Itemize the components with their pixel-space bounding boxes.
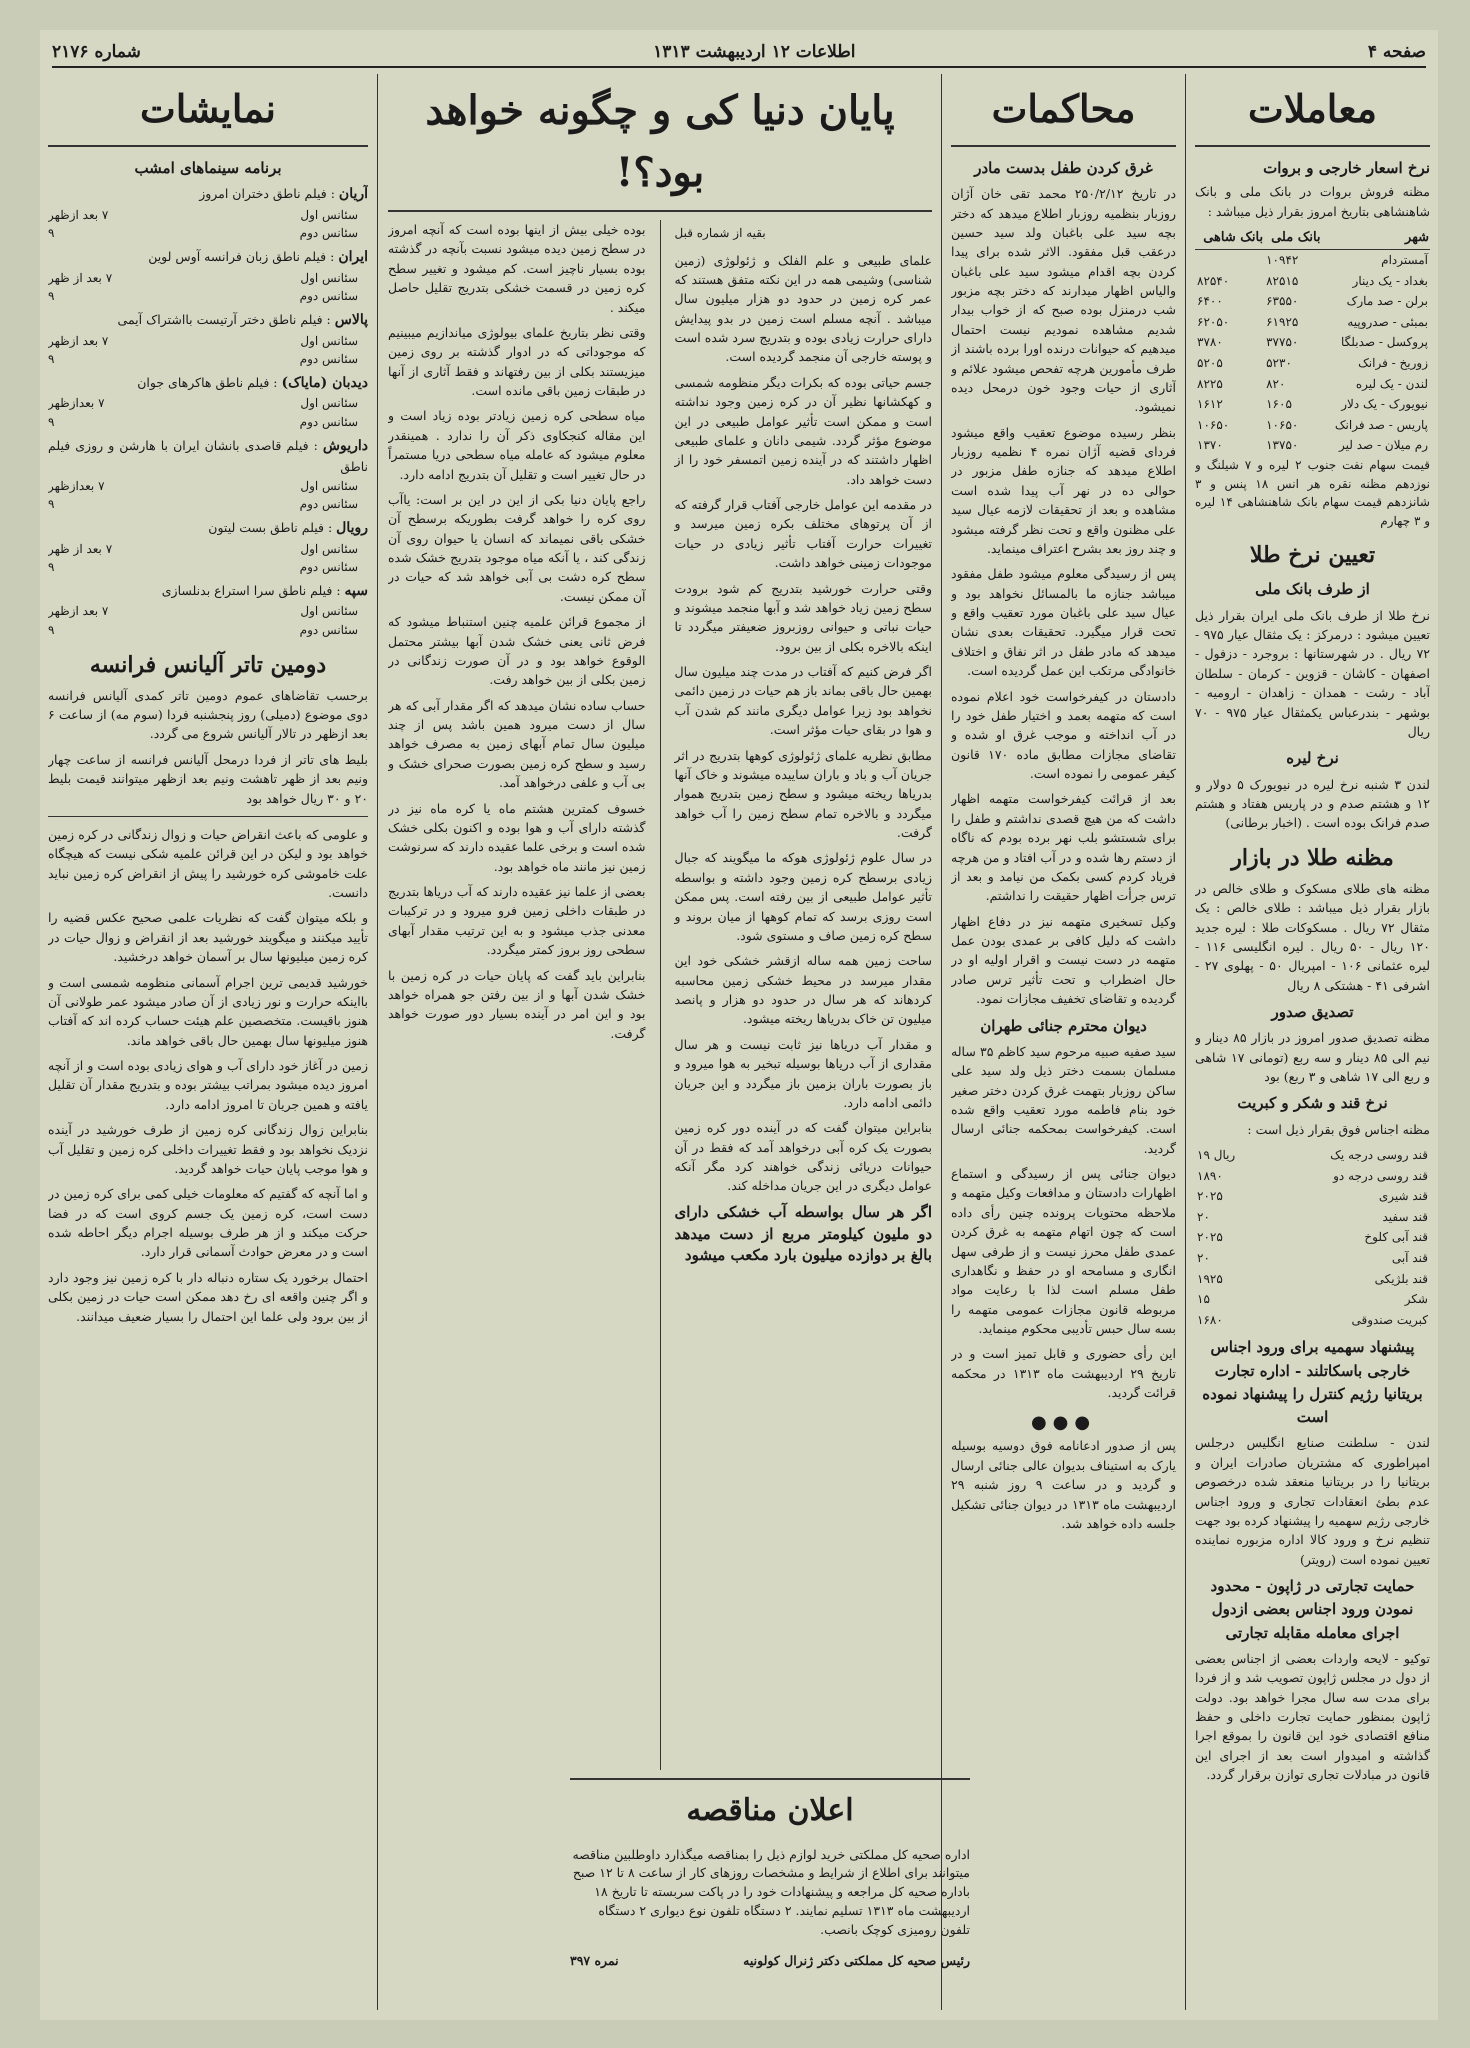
court-heading: دیوان محترم جنائی طهران — [980, 1016, 1147, 1035]
court-paragraph: این رأی حضوری و قابل تمیز است و در تاریخ ۲۹ اردیبهشت ماه ۱۳۱۳ در محکمه قرائت گردید. — [951, 1346, 1176, 1401]
end-world-paragraph: بنابراین میتوان گفت که در آینده دور کره زمین بصورت یک کره آبی درخواهد آمد که فقط در آن حیوانات دریائی زندگی خواهند کرد مگر آنکه عوامل دیگری در این جریان مداخله کند. — [674, 1120, 932, 1194]
cinema-line — [48, 581, 368, 603]
show-time: ۹ — [48, 352, 55, 367]
court-paragraph: سید صفیه صبیه مرحوم سید کاظم ۳۵ ساله مسلمان بسمت دختر ذیل ولد سید علی ساکن روزبار بتهمت غرق کردن دختر صغیر خود بنام فاطمه مورد تعقیب واقع شده است. کیفرخواست بمحکمه جنائی ارسال گردید. — [951, 1043, 1176, 1156]
auction-ref: نمره ۳۹۷ — [570, 1952, 619, 1968]
rates-header-cell: بانک شاهی — [1195, 227, 1264, 250]
end-world-paragraph: مطابق نظریه علمای ژئولوژی کوهها بتدریج در اثر جریان آب و باد و باران ساییده میشوند و خاک آنها بدریاها ریخته میشود و سطح زمین بتدریج هموار میگردد و بالاخره تمام سطح زمین را آب خواهد گرفت. — [674, 747, 932, 841]
rate-city: نیویورک - یک دلار — [1341, 397, 1428, 412]
transactions-title: معاملات — [1195, 80, 1430, 147]
trials-paragraph: در تاریخ ۲۵۰/۲/۱۲ محمد تقی خان آژان روزبار بنظمیه روزبار اطلاع میدهد که دختر بچه سید علی باغبان ولد سید حسین درعقب قبل مفقود. الاثر شده برای پیدا کردن بچه اقدام میشود سید علی باغبان والیاس اظهار میدارند که دختر بچه مزبور شب درمنزل بوده صبح که از خواب بیدار شدیم مشاهده نمودیم نیست احتمال میدهیم که حیوانات درنده اورا برده باشند از طرف مأمورین هرچه تفحص میشود علائم و آثاری از حیات وجود خون درمحل دیده نمیشود. — [951, 186, 1176, 415]
end-world-paragraph: راجع پایان دنیا بکی از این در این بر است: یاآب روی کره را خواهد گرفت بطوریکه برسطح آن خشکی باقی نمیماند که انسان یا حیوان روی آن زندگی کند ، یا آنکه میاه موجود بتدریج خشک شده سطح کره دشت بی آبی خواهد شد که حیات در آن ممکن نیست. — [388, 491, 646, 604]
rate-shahi: ۱۰۶۵۰ — [1197, 417, 1230, 432]
show-label: سئانس اول — [300, 478, 358, 493]
page-label: صفحه ۴ — [1367, 42, 1426, 62]
rate-shahi: ۸۲۲۵ — [1197, 376, 1223, 391]
show-label: سئانس اول — [300, 541, 358, 556]
end-world-article — [388, 74, 932, 1770]
cinema-film: فیلم ناطق دختران امروز — [199, 186, 327, 202]
rate-melli: ۸۲۵۱۵ — [1266, 273, 1299, 288]
trials-body — [951, 184, 1176, 1008]
show-row — [48, 602, 368, 621]
sugar-price: ۱۶۸۰ — [1197, 1312, 1223, 1327]
rates-row — [1195, 312, 1430, 333]
sugar-row — [1195, 1289, 1430, 1310]
show-time: ۹ — [48, 226, 55, 241]
rate-shahi — [1195, 250, 1264, 271]
proposal-heading: پیشنهاد سهمیه برای ورود اجناس خارجی باسکاتلند - اداره تجارت بریتانیا رژیم کنترل را پیشنهاد نموده است — [1202, 1338, 1423, 1427]
market-heading: مظنه طلا در بازار — [1231, 844, 1394, 871]
rates-header-cell: بانک ملی — [1264, 227, 1321, 250]
sugar-item: قند آبی — [1391, 1251, 1428, 1265]
rate-melli: ۱۰۹۴۲ — [1266, 253, 1299, 268]
cinema-line — [48, 247, 368, 269]
cinema-entry — [48, 184, 368, 243]
trials-paragraph: وکیل تسخیری متهمه نیز در دفاع اظهار داشت که دلیل کافی بر عمدی بودن عمل متهمه در دست نیست و اقرار اولیه او در حال اضطراب و تحت تأثیر ترس صادر گردیده و تقاضای تخفیف مجازات نمود. — [951, 913, 1176, 1007]
rate-shahi: ۸۲۵۴۰ — [1197, 273, 1230, 288]
rates-header-cell: شهر — [1322, 227, 1430, 250]
cinema-entry — [48, 247, 368, 306]
rates-row — [1195, 332, 1430, 353]
sugar-row — [1195, 1145, 1430, 1166]
cinema-film: فیلم ناطق بست لیتون — [208, 519, 324, 535]
auction-text: اداره صحیه کل مملکتی خرید لوازم ذیل را بمناقصه میگذارد داوطلبین مناقصه میتوانند برای اطلاع از شرایط و مشخصات روزهای کار از ساعت ۸ تا ۱۲ صبح باداره صحیه کل مراجعه و پیشنهادات خود را در پاکت سربسته تا تاریخ ۱۸ اردیبهشت ماه ۱۳۱۳ تسلیم نمایند. ۲ دستگاه تلفون نوع دیواری ۲ دستگاه تلفون رومیزی کوچک بانصب. — [572, 1846, 970, 1937]
show-time: ۷ بعد ازظهر — [48, 333, 109, 348]
rate-shahi: ۶۴۰۰ — [1197, 294, 1223, 309]
end-world-paragraph: علمای طبیعی و علم الفلک و ژئولوژی (زمین شناسی) وشیمی همه در این نکته متفق هستند که عمر کره زمین در حدود دو هزار میلیون سال میباشد . آنچه مسلم است زمین در بدو پیدایش دارای حرارت زیادی بوده و بتدریج سرد شده است و پوسته خارجی آن منجمد گردیده است. — [674, 252, 932, 365]
show-time: ۷ بعدازظهر — [48, 396, 105, 411]
section-rule — [48, 816, 368, 817]
newspaper-page — [40, 30, 1438, 2020]
end-world-right-body — [675, 251, 933, 1196]
end-world-paragraph: اگر فرض کنیم که آفتاب در مدت چند میلیون سال بهمین حال باقی بماند باز هم حیات در زمین دائمی نخواهد بود زیرا عوامل دیگری مانند کم شدن آب و هوا در بقای حیات مؤثر است. — [674, 664, 932, 738]
rate-city: رم میلان - صد لیر — [1339, 438, 1428, 453]
rate-shahi: ۶۲۰۵۰ — [1197, 314, 1230, 329]
trials-paragraph: بنظر رسیده موضوع تعقیب واقع میشود فردای قضیه آژان نمره ۴ نظمیه روزبار اطلاع میدهد که جنازه طفل مزبور در حوالی ده در نهر آب پیدا شده است مشاهده و بعد از تحقیقات لازمه عیال سید علی مظنون واقع و تحت نظر گرفته میشود و چند روز بعد بشرح اعتراف مینماید. — [951, 424, 1176, 556]
show-time: ۹ — [48, 415, 55, 430]
cinema-film: فیلم ناطق زبان فرانسه آوس لوین — [148, 249, 327, 265]
column-divider — [941, 74, 942, 2010]
rate-city: برلن - صد مارک — [1346, 294, 1428, 309]
sugar-price: ۲۰۲۵ — [1197, 1230, 1223, 1245]
show-row — [48, 413, 368, 432]
show-time: ۹ — [48, 497, 55, 512]
continuation-paragraph: احتمال برخورد یک ستاره دنباله دار با کره زمین نیز وجود دارد و اگر چنین واقعه ای رخ دهد ممکن است حیات در زمین بکلی از بین برود ولی علما این احتمال را بسیار ضعیف میدانند. — [48, 1269, 368, 1324]
sugar-row — [1195, 1269, 1430, 1290]
end-world-paragraph: بنابراین باید گفت که پایان حیات در کره زمین با خشک شدن آبها و از بین رفتن جو همراه خواهد بود و این امر در آینده بسیار دور صورت خواهد گرفت. — [388, 967, 646, 1041]
show-label: سئانس دوم — [299, 289, 358, 304]
rates-heading: نرخ اسعار خارجی و بروات — [1263, 158, 1430, 177]
cinema-separator: : — [332, 582, 345, 598]
sugar-price: ۱۹۲۵ — [1197, 1271, 1223, 1286]
show-time: ۹ — [48, 560, 55, 575]
sugar-table — [1195, 1145, 1430, 1330]
market-text: مظنه های طلای مسکوک و طلای خالص در بازار بقرار ذیل میباشد : طلای خالص : یک مثقال ۷۲ ریال . مسکوکات طلا : لیره جدید ۱۲۰ ریال - ۵۰ ریال . لیره انگلیسی ۱۱۶ - لیره عثمانی ۱۰۶ - امپریال ۵۰ - پهلوی ۲۷ - اشرفی ۴۱ - هشتکی ۸ ریال — [1195, 880, 1430, 993]
cinema-film: فیلم ناطق هاکرهای جوان — [137, 374, 270, 390]
end-world-paragraph: و مقدار آب دریاها نیز ثابت نیست و هر سال مقداری از آب دریاها بوسیله تبخیر به هوا میرود و باز بصورت باران بزمین باز میگردد و این جریان دائمی ادامه دارد. — [674, 1036, 932, 1110]
sugar-row — [1195, 1166, 1430, 1187]
end-world-left-body — [388, 220, 646, 1043]
end-world-paragraph: از مجموع قرائن علمیه چنین استنباط میشود که فرض ثانی یعنی خشک شدن آبها بیشتر محتمل الوقوع خواهد بود و در آن صورت زندگانی در زمین بکلی از بین خواهد رفت. — [388, 614, 646, 688]
rate-city: پروکسل - صدبلگا — [1340, 335, 1428, 350]
sugar-item: قند روسی درجه یک — [1330, 1148, 1428, 1163]
end-world-left-col — [388, 220, 646, 1770]
show-label: سئانس دوم — [299, 497, 358, 512]
rates-intro: مظنه فروش بروات در بانک ملی و بانک شاهنشاهی بتاریخ امروز بقرار ذیل میباشد : — [1195, 184, 1430, 219]
trials-subtitle: غرق کردن طفل بدست مادر — [974, 158, 1153, 177]
trials-paragraph: بعد از قرائت کیفرخواست متهمه اظهار داشت که من هیچ قصدی نداشتم و طفل را برای شستشو بلب نهر برده بودم که ناگاه از دستم رها شده و در آب افتاد و من هرچه فریاد کردم کسی بکمک من نیامد و بعد از ترس جرأت اظهار حقیقت را نداشتم. — [951, 791, 1176, 904]
cinema-name: رویال — [336, 519, 368, 536]
cinema-name: داریوش — [322, 437, 368, 454]
continuation-paragraph: و علومی که باعث انقراض حیات و زوال زندگانی در کره زمین خواهد بود و لیکن در این قرائن علمیه شکی نیست که هیچگاه علت خاموشی کره خورشید را پیش از انقراض کره زمین نباید دانست. — [48, 826, 368, 901]
cinema-separator: : — [322, 311, 335, 327]
court-paragraph: دیوان جنائی پس از رسیدگی و استماع اظهارات دادستان و مدافعات وکیل متهمه و ملاحظه محتویات پرونده چنین رأی داده است که چون اتهام متهمه به غرق کردن عمدی طفل محرز نیست و از طرفی سهل انگاری و مسامحه او در حفظ و نگاهداری طفل مسلم است لذا با رعایت مواد مربوطه قانون مجازات عمومی متهمه را بسه سال حبس تأدیبی محکوم مینماید. — [951, 1166, 1176, 1337]
show-time: ۹ — [48, 623, 55, 638]
sugar-row — [1195, 1207, 1430, 1228]
theatre-text: برحسب تقاضاهای عموم دومین تاتر کمدی آلیانس فرانسه دوی موضوع (دمیلی) روز پنجشنبه فردا (سوم مه) از ساعت ۶ بعد ازظهر در تالار آلیانس شروع می گردد. — [48, 687, 368, 742]
sugar-row — [1195, 1310, 1430, 1331]
proposal-text: لندن - سلطنت صنایع انگلیس درجلس امپراطوری که مشتریان صادرات ایران و بریتانیا را در بریتانیا منعقد شده درخصوص عدم بطئ انعقادات تجاری و ورود اجناس خارجی رژیم سهمیه را پیشنهاد کرده بود جهت تنظیم نرخ و ورود کالا اداره مزبوره نماینده تعیین نموده است (رویتر) — [1195, 1435, 1430, 1567]
show-row — [48, 621, 368, 640]
sugar-price: ۲۰ — [1197, 1251, 1210, 1265]
show-label: سئانس دوم — [299, 226, 358, 241]
show-row — [48, 477, 368, 496]
show-label: سئانس دوم — [299, 352, 358, 367]
cinema-film: فیلم ناطق دختر آرتیست بااشتراک آیمی — [117, 311, 323, 327]
show-row — [48, 206, 368, 225]
show-label: سئانس اول — [300, 604, 358, 619]
show-row — [48, 350, 368, 369]
show-row — [48, 224, 368, 243]
shows-title: نمایشات — [48, 80, 368, 147]
end-world-right-col — [675, 220, 933, 1770]
cinema-entry — [48, 518, 368, 577]
inner-divider — [660, 220, 661, 1770]
sugar-item: قند روسی درجه دو — [1333, 1168, 1428, 1183]
show-time: ۷ بعدازظهر — [48, 478, 105, 493]
rate-melli: ۱۳۷۵۰ — [1266, 438, 1299, 453]
end-world-highlight: اگر هر سال بواسطه آب خشکی دارای دو ملیون کیلومتر مربع از دست میدهد بالغ بر دوازده میلیون بارد مکعب میشود — [674, 1202, 932, 1265]
end-world-paragraph: ساحت زمین همه ساله ازقشر خشکی خود این مقدار میرسد در محیط خشکی زمین محاسبه کردهاند که هر سال در حدود دو هزار و پانصد میلیون تن خاک بدریاها ریخته میشود. — [674, 953, 932, 1027]
rate-city: زوریخ - فرانک — [1358, 356, 1428, 370]
page-header — [52, 38, 1426, 68]
cinema-entry — [48, 581, 368, 640]
sugar-row — [1195, 1248, 1430, 1269]
cinema-line — [48, 310, 368, 332]
auction-title: اعلان مناقصه — [686, 1793, 854, 1828]
rates-row — [1195, 291, 1430, 312]
program-heading: برنامه سینماهای امشب — [134, 158, 282, 177]
show-label: سئانس اول — [300, 333, 358, 348]
end-world-paragraph: حساب ساده نشان میدهد که اگر مقدار آبی که هر سال از دست میرود همین باشد پس از چند میلیون سال تمام آبهای زمین به مصرف خواهد رسید و سطح کره زمین بصورت صحرای خشک و بی آب و علفی درخواهد آمد. — [388, 697, 646, 791]
cinema-film: فیلم قاصدی بانشان ایران با هارشن و روزی فیلم ناطق — [48, 437, 368, 475]
end-world-paragraph: وقتی نظر بتاریخ علمای بیولوژی میاندازیم میبینیم که موجوداتی که در ادوار گذشته بر روی زمین میزیستند بکلی از بین رفتهاند و فقط آثاری از آنها در طبقات زمین باقی مانده است. — [388, 324, 646, 398]
rate-city: پاریس - صد فرانک — [1334, 417, 1428, 432]
sugar-item: قند بلژیکی — [1374, 1271, 1428, 1286]
rate-melli: ۳۷۷۵۰ — [1266, 335, 1299, 350]
end-world-paragraph: بعضی از علما نیز عقیده دارند که آب دریاها بتدریج در طبقات داخلی زمین فرو میرود و در ترکیبات معدنی جذب میشود و به این ترتیب مقدار آبهای سطحی روز بروز کمتر میگردد. — [388, 884, 646, 958]
continuation-paragraph: زمین در آغاز خود دارای آب و هوای زیادی بوده است و از آنچه امروز دیده میشود بمراتب بیشتر بوده و بتدریج مقدار آن تقلیل یافته و همین جریان تا امروز ادامه دارد. — [48, 1058, 368, 1112]
rates-row — [1195, 435, 1430, 456]
pound-text: لندن ۳ شنبه نرخ لیره در نیویورک ۵ دولار و ۱۲ و هشتم صدم و در پاریس هفتاد و هشتم صدم فرانک بوده است . (اخبار برطانی) — [1195, 776, 1430, 831]
cinema-separator: : — [323, 519, 337, 535]
continuation-paragraph: و اما آنچه که گفتیم که معلومات خیلی کمی برای کره زمین در دست است، کره زمین یک جسم کروی است که در فضا حرکت میکند و از هر طرف بوسیله اجرام دیگر احاطه شده است و در معرض حوادث آسمانی قرار دارد. — [48, 1186, 368, 1260]
rates-row — [1195, 250, 1430, 271]
protect-heading: حمایت تجارتی در ژاپون - محدود نمودن ورود اجناس بعضی ازدول اجرای معامله مقابله تجارتی — [1210, 1577, 1415, 1642]
show-label: سئانس دوم — [299, 560, 358, 575]
end-world-paragraph: میاه سطحی کره زمین زیادتر بوده زیاد است و این مقاله کنجکاوی ذکر آن را ندارد . همینقدر معلوم میشود که عامله میاه سطحی دریا مستمراً در حال تغییر است و تقلیل آن بتدریج ادامه دارد. — [388, 408, 646, 482]
trials-paragraph: دادستان در کیفرخواست خود اعلام نموده است که متهمه بعمد و اختیار طفل خود را در آب انداخته و موجب غرق او شده و تقاضای مجازات مطابق ماده ۱۷۰ قانون کیفر عمومی را نموده است. — [951, 688, 1176, 782]
theatre-heading: دومین تاتر آلیانس فرانسه — [89, 651, 327, 678]
rate-shahi: ۱۳۷۰ — [1197, 438, 1223, 453]
rates-row — [1195, 271, 1430, 292]
continuation-paragraph: خورشید قدیمی ترین اجرام آسمانی منظومه شمسی است و بااینکه حرارت و نور زیادی از آن صادر میشود عمر طولانی آن هنوز باقیست. متخصصین علم هیئت حساب کرده اند که آفتاب هنوز میلیونها سال بهمین حال باقی خواهد ماند. — [48, 974, 368, 1048]
cert-text: مظنه تصدیق صدور امروز در بازار ۸۵ دینار و نیم الی ۸۵ دینار و سه ربع (تومانی ۱۷ شاهی و ربع الی ۱۷ شاهی و ۳ ربع) بود — [1195, 1030, 1430, 1085]
show-time: ۷ بعد از ظهر — [48, 270, 113, 285]
protect-text: توکیو - لایحه واردات بعضی از اجناس بعضی از دول در مجلس ژاپون تصویب شد و از فردا برای مدت سه سال مجرا خواهد بود. دولت ژاپون بمنظور حمایت تجارت داخلی و حفظ منافع اقتصادی خود این قانون را بموقع اجرا گذاشته و امیدوار است بعد از اجرای این قانون در مبادلات تجاری توازن برقرار گردد. — [1195, 1650, 1430, 1782]
cinema-entry — [48, 310, 368, 369]
cinema-separator: : — [326, 186, 339, 202]
sugar-item: قند شیری — [1378, 1189, 1428, 1204]
show-row — [48, 394, 368, 413]
show-row — [48, 269, 368, 288]
cinema-name: پالاس — [334, 311, 368, 328]
show-label: سئانس اول — [300, 396, 358, 411]
sugar-item: کبریت صندوقی — [1351, 1312, 1428, 1327]
cinema-line — [48, 518, 368, 540]
continuation-paragraph: بنابراین زوال زندگانی کره زمین از طرف خورشید در آینده نزدیک نخواهد بود و فقط تغییرات داخلی کره زمین و تقلیل آب و هوا موجب پایان حیات خواهد گردید. — [48, 1122, 368, 1176]
separator-dots: ●●● — [1030, 1411, 1097, 1433]
court-body — [951, 1042, 1176, 1403]
sugar-item: قند آبی کلوخ — [1364, 1230, 1428, 1245]
cinema-list — [48, 184, 368, 640]
rate-city: لندن - یک لیره — [1355, 376, 1428, 391]
show-row — [48, 495, 368, 514]
end-world-paragraph: در سال علوم ژئولوژی هوکه ما میگویند که جبال زیادی برسطح کره زمین وجود داشته و بواسطه تأثیر عوامل طبیعی از بین رفته است. پس ممکن است روزی برسد که تمام کوهها از میان بروند و سطح کره زمین صاف و مستوی شود. — [674, 850, 932, 943]
sugar-price: ۱۹ ریال — [1197, 1148, 1236, 1163]
show-row — [48, 332, 368, 351]
sugar-heading: نرخ قند و شکر و کبریت — [1237, 1094, 1388, 1113]
show-label: سئانس دوم — [299, 415, 358, 430]
rate-melli: ۶۱۹۲۵ — [1266, 314, 1299, 329]
column-divider — [377, 74, 378, 2010]
show-time: ۷ بعد از ظهر — [48, 541, 113, 556]
rates-row — [1195, 353, 1430, 374]
show-label: سئانس دوم — [299, 623, 358, 638]
sugar-price: ۱۸۹۰ — [1197, 1168, 1223, 1183]
cinema-entry — [48, 373, 368, 432]
sugar-item: قند سفید — [1382, 1209, 1428, 1224]
rate-melli: ۱۰۶۵۰ — [1266, 417, 1299, 432]
sugar-row — [1195, 1227, 1430, 1248]
rates-row — [1195, 374, 1430, 395]
article-continuation — [48, 825, 368, 1326]
show-time: ۷ بعد ازظهر — [48, 207, 109, 222]
pound-heading: نرخ لیره — [1286, 749, 1339, 768]
cinema-name: سپه — [344, 582, 368, 599]
masthead: اطلاعات ۱۲ اردیبهشت ۱۳۱۳ — [653, 42, 856, 62]
cinema-name: ایران — [338, 249, 368, 266]
rate-city: بمبئی - صدروپیه — [1347, 314, 1428, 329]
rate-melli: ۱۶۰۵ — [1266, 397, 1292, 412]
show-row — [48, 540, 368, 559]
cinema-name: آریان — [338, 186, 368, 203]
rates-table — [1195, 227, 1430, 456]
auction-signature: رئیس صحیه کل مملکتی دکتر ژنرال کولونیه — [743, 1952, 970, 1968]
cinema-name: دیدبان (مایاک) — [281, 374, 368, 391]
end-world-paragraph: وقتی حرارت خورشید بتدریج کم شود برودت سطح زمین زیاد خواهد شد و آبها منجمد میشوند و حیات نباتی و حیوانی روزبروز ضعیفتر میگردد تا اینکه بالاخره بکلی از بین برود. — [674, 580, 932, 654]
show-time: ۷ بعد ازظهر — [48, 604, 109, 619]
cinema-film: فیلم ناطق سرا استراع بدنلسازی — [161, 582, 333, 598]
gold-text: نرخ طلا از طرف بانک ملی ایران بقرار ذیل تعیین میشود : درمرکز : یک مثقال عیار ۹۷۵ - ۷۲ ریال . در شهرستانها : بروجرد - دزفول - اصفهان - کاشان - قزوین - کرمان - سلطان آباد - رشت - همدان - زاهدان - ارومیه - بوشهر - بندرعباس یکمثقال عیار ۹۷۵ - ۷۰ ریال — [1195, 607, 1430, 739]
rate-melli: ۶۳۵۵۰ — [1266, 294, 1299, 309]
rate-shahi: ۵۲۰۵ — [1197, 356, 1223, 370]
sugar-price: ۲۰ — [1197, 1209, 1210, 1224]
show-row — [48, 287, 368, 306]
rates-note: قیمت سهام نفت جنوب ۲ لیره و ۷ شیلنگ و نوزدهم مظنه نقره هر انس ۱۸ پنس و ۳ شانزدهم قیمت سهام بانک شاهنشاهی ۱۴ لیره و ۳ چهارم — [1195, 457, 1430, 528]
trials-column — [951, 74, 1176, 2010]
cinema-line — [48, 436, 368, 477]
continuation-paragraph: و بلکه میتوان گفت که نظریات علمی صحیح عکس قضیه را تأیید میکنند و میگویند خورشید بعد از انقراض و زوال حیات در کره زمین میلیونها سال بر آسمان خواهد درخشید. — [48, 910, 368, 965]
cinema-separator: : — [269, 374, 282, 390]
theatre-tickets: بلیط های تاتر از فردا درمحل آلیانس فرانسه از ساعت چهار ونیم بعد از ظهر تاهشت ونیم بعد ازظهر میتوانند قیمت بلیط ۲۰ و ۳۰ ریال خواهد بود — [48, 751, 368, 806]
end-world-paragraph: جسم حیاتی بوده که بکرات دیگر منظومه شمسی و کهکشانها نظیر آن در کره زمین وجود نداشته است و ممکن است تأثیر عوامل طبیعی در این موضوع مؤثر گردد. شیمی دانان و علمای طبیعی اظهار داشتند که در آینده زمین اتمسفر خود را از دست خواهد داد. — [674, 374, 932, 487]
sugar-intro: مظنه اجناس فوق بقرار ذیل است : — [1247, 1121, 1430, 1137]
shows-column — [48, 74, 368, 2010]
sugar-item: شکر — [1404, 1292, 1428, 1307]
trials-paragraph: پس از رسیدگی معلوم میشود طفل مفقود میباشد جنازه ما بالمسائل نخواهد بود و عیال سید علی باغبان مورد تعقیب واقع و تحت قرار میگیرد. تحقیقات بعدی نشان میدهد که مادر طفل در اثر نفاق و اختلاف خانوادگی مرتکب این عمل گردیده است. — [951, 566, 1176, 679]
issue-label: شماره ۲۱۷۶ — [52, 42, 141, 62]
sugar-price: ۲۰۲۵ — [1197, 1189, 1223, 1204]
gold-heading: تعیین نرخ طلا — [1249, 542, 1376, 569]
show-label: سئانس اول — [300, 207, 358, 222]
end-world-paragraph: خسوف کمترین هشتم ماه یا کره ماه نیز در گذشته دارای آب و هوا بوده و اکنون بکلی خشک شده است و برخی علما عقیده دارند که سرنوشت زمین نیز مانند ماه خواهد بود. — [388, 800, 646, 874]
rates-row — [1195, 415, 1430, 436]
gold-sub: از طرف بانک ملی — [1255, 580, 1370, 599]
end-world-paragraph: در مقدمه این عوامل خارجی آفتاب قرار گرفته که از آن پرتوهای مختلف بکره زمین میرسد و تغییرات حرارت آفتاب تأثیر زیادی در حیات موجودات زمینی خواهد داشت. — [674, 497, 932, 571]
cinema-entry — [48, 436, 368, 514]
show-time: ۹ — [48, 289, 55, 304]
rate-melli: ۸۲۰ — [1266, 376, 1286, 391]
trials-title: محاکمات — [951, 80, 1176, 147]
rate-city: آمستردام — [1381, 253, 1428, 268]
rate-city: بغداد - یک دینار — [1352, 273, 1428, 288]
sugar-row — [1195, 1186, 1430, 1207]
end-world-paragraph: بوده خیلی بیش از اینها بوده است که آنچه امروز در سطح زمین دیده میشود نسبت بآنچه در گذشته بوده بسیار ناچیز است. کم میشود و تغییر سطح کره زمین در قسمت خشکی بتدریج تقلیل حاصل میکند . — [388, 222, 646, 315]
auction-notice — [570, 1778, 970, 2010]
sugar-price: ۱۵ — [1197, 1292, 1210, 1307]
rate-shahi: ۳۷۸۰ — [1197, 335, 1223, 350]
rate-melli: ۵۲۳۰ — [1266, 356, 1292, 370]
rates-row — [1195, 394, 1430, 415]
transactions-column — [1195, 74, 1430, 2010]
cert-heading: تصدیق صدور — [1271, 1003, 1354, 1022]
show-label: سئانس اول — [300, 270, 358, 285]
show-row — [48, 558, 368, 577]
cinema-separator: : — [326, 249, 339, 265]
column-divider — [1185, 74, 1186, 2010]
continued-note: بقیه از شماره قبل — [674, 226, 766, 240]
cinema-line — [48, 373, 368, 395]
cinema-separator: : — [308, 437, 323, 453]
end-world-title: پایان دنیا کی و چگونه خواهد بود؟! — [388, 80, 932, 212]
cinema-line — [48, 184, 368, 206]
rate-shahi: ۱۶۱۲ — [1197, 397, 1223, 412]
trials-closing: پس از صدور ادعانامه فوق دوسیه بوسیله یارک به استیناف بدیوان عالی جنائی ارسال و گردید و در ساعت ۹ روز شنبه ۲۹ اردیبهشت ماه ۱۳۱۳ در دیوان جنائی تشکیل جلسه داده خواهد شد. — [951, 1438, 1176, 1531]
